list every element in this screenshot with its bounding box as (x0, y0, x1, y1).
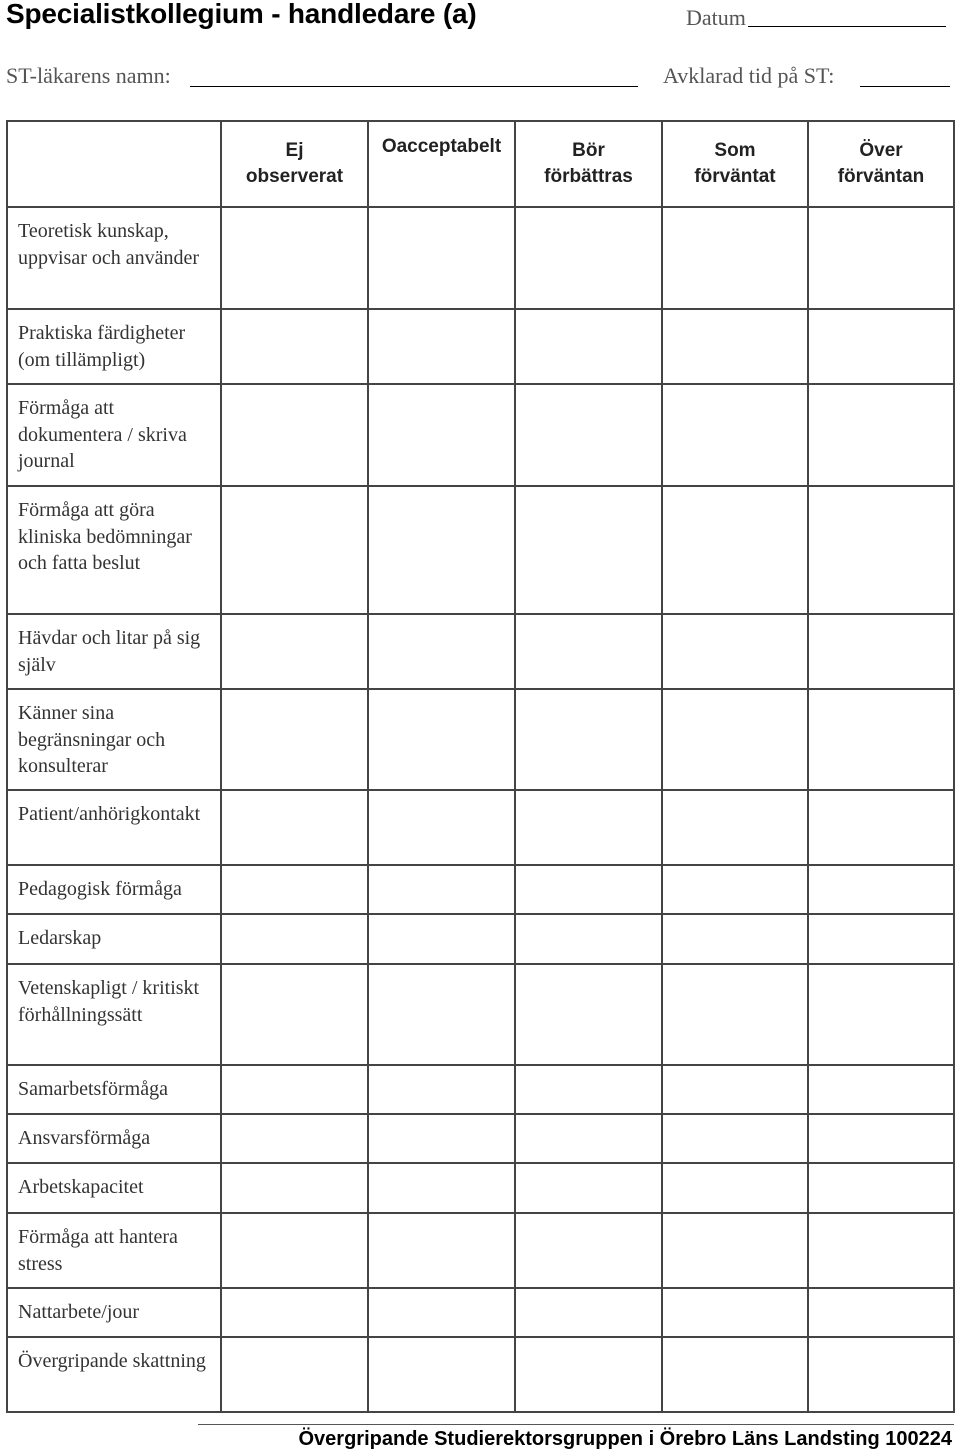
rating-cell[interactable] (515, 614, 662, 689)
rating-cell[interactable] (662, 1213, 808, 1288)
rating-cell[interactable] (662, 486, 808, 614)
rating-cell[interactable] (368, 1288, 515, 1337)
rating-cell[interactable] (515, 790, 662, 865)
rating-cell[interactable] (221, 1337, 368, 1412)
criterion-label: Ledarskap (7, 914, 221, 964)
rating-cell[interactable] (515, 309, 662, 384)
rating-cell[interactable] (221, 790, 368, 865)
footer-divider (198, 1424, 954, 1425)
rating-cell[interactable] (662, 384, 808, 486)
rating-cell[interactable] (221, 914, 368, 964)
criterion-label: Känner sina begränsningar och konsulterar (7, 689, 221, 790)
table-row (7, 914, 954, 964)
rating-cell[interactable] (662, 207, 808, 309)
rating-cell[interactable] (808, 1065, 954, 1114)
table-row (7, 384, 954, 486)
column-header-ej-observerat (221, 121, 368, 207)
date-field[interactable] (748, 26, 946, 27)
rating-cell[interactable] (808, 1114, 954, 1163)
criterion-label: Vetenskapligt / kritiskt förhållningssätt (7, 964, 221, 1065)
criterion-label: Förmåga att hantera stress (7, 1213, 221, 1288)
completed-time-label: Avklarad tid på ST: (663, 63, 835, 88)
rating-cell[interactable] (808, 865, 954, 914)
criterion-label: Förmåga att dokumentera / skriva journal (7, 384, 221, 486)
rating-cell[interactable] (368, 486, 515, 614)
rating-cell[interactable] (221, 1288, 368, 1337)
rating-cell[interactable] (515, 865, 662, 914)
rating-cell[interactable] (515, 1114, 662, 1163)
rating-cell[interactable] (515, 964, 662, 1065)
column-header-label: Över förväntan (837, 140, 925, 187)
rating-cell[interactable] (368, 614, 515, 689)
rating-cell[interactable] (221, 1114, 368, 1163)
rating-cell[interactable] (662, 1288, 808, 1337)
criterion-label: Teoretisk kunskap, uppvisar och använder (7, 207, 221, 309)
table-row (7, 790, 954, 865)
rating-cell[interactable] (221, 384, 368, 486)
rating-cell[interactable] (808, 614, 954, 689)
column-header-label: Ej observerat (245, 140, 344, 187)
criterion-label: Övergripande skattning (7, 1337, 221, 1412)
criterion-label: Samarbetsförmåga (7, 1065, 221, 1114)
rating-cell[interactable] (221, 309, 368, 384)
rating-cell[interactable] (368, 207, 515, 309)
footer-text: Övergripande Studierektorsgruppen i Örebro Läns Landsting 100224 (298, 1428, 952, 1450)
name-label: ST-läkarens namn: (6, 63, 171, 88)
rating-cell[interactable] (662, 914, 808, 964)
table-row (7, 1337, 954, 1412)
completed-time-field[interactable] (860, 86, 950, 87)
rating-cell[interactable] (808, 384, 954, 486)
rating-cell[interactable] (515, 914, 662, 964)
rating-cell[interactable] (808, 486, 954, 614)
rating-cell[interactable] (515, 1163, 662, 1213)
rating-cell[interactable] (221, 486, 368, 614)
rating-cell[interactable] (221, 207, 368, 309)
rating-cell[interactable] (515, 1288, 662, 1337)
rating-cell[interactable] (515, 1213, 662, 1288)
column-header-label: Oacceptabelt (381, 136, 502, 157)
criterion-label: Ansvarsförmåga (7, 1114, 221, 1163)
rating-cell[interactable] (221, 1065, 368, 1114)
rating-cell[interactable] (662, 1163, 808, 1213)
table-row (7, 309, 954, 384)
criterion-label: Arbetskapacitet (7, 1163, 221, 1213)
rating-cell[interactable] (808, 1213, 954, 1288)
rating-cell[interactable] (368, 309, 515, 384)
criterion-label: Förmåga att göra kliniska bedömningar och fatta beslut (7, 486, 221, 614)
rating-cell[interactable] (368, 1065, 515, 1114)
rating-cell[interactable] (368, 914, 515, 964)
rating-cell[interactable] (368, 1213, 515, 1288)
table-row (7, 1163, 954, 1213)
name-field[interactable] (190, 86, 638, 87)
rating-cell[interactable] (662, 614, 808, 689)
column-header-label: Bör förbättras (544, 140, 633, 187)
rating-cell[interactable] (515, 1337, 662, 1412)
rating-cell[interactable] (808, 1288, 954, 1337)
rating-cell[interactable] (662, 309, 808, 384)
criteria-header-cell (7, 121, 221, 207)
rating-cell[interactable] (221, 689, 368, 790)
column-header-bor-forbattras (515, 121, 662, 207)
column-header-label: Som förväntat (694, 140, 776, 187)
rating-cell[interactable] (515, 689, 662, 790)
column-header-over-forvantan (808, 121, 954, 207)
rating-cell[interactable] (808, 309, 954, 384)
rating-cell[interactable] (808, 1337, 954, 1412)
rating-cell[interactable] (221, 614, 368, 689)
rating-cell[interactable] (515, 207, 662, 309)
rating-cell[interactable] (662, 1065, 808, 1114)
rating-cell[interactable] (662, 1337, 808, 1412)
rating-cell[interactable] (515, 384, 662, 486)
page-title: Specialistkollegium - handledare (a) (6, 0, 477, 29)
rating-cell[interactable] (662, 964, 808, 1065)
rating-cell[interactable] (368, 790, 515, 865)
rating-cell[interactable] (221, 1163, 368, 1213)
rating-cell[interactable] (662, 790, 808, 865)
table-row (7, 486, 954, 614)
rating-cell[interactable] (221, 865, 368, 914)
date-label: Datum (686, 5, 746, 30)
rating-cell[interactable] (808, 964, 954, 1065)
rating-cell[interactable] (808, 689, 954, 790)
rating-cell[interactable] (368, 865, 515, 914)
criterion-label: Praktiska färdigheter (om tillämpligt) (7, 309, 221, 384)
rating-cell[interactable] (368, 1163, 515, 1213)
table-header-row (7, 121, 954, 207)
rating-cell[interactable] (515, 486, 662, 614)
rating-cell[interactable] (368, 1337, 515, 1412)
rating-cell[interactable] (662, 689, 808, 790)
rating-cell[interactable] (221, 964, 368, 1065)
table-row (7, 964, 954, 1065)
criterion-label: Pedagogisk förmåga (7, 865, 221, 914)
rating-cell[interactable] (808, 1163, 954, 1213)
rating-cell[interactable] (368, 384, 515, 486)
rating-cell[interactable] (808, 914, 954, 964)
rating-cell[interactable] (808, 790, 954, 865)
rating-cell[interactable] (662, 865, 808, 914)
table-row (7, 865, 954, 914)
column-header-oacceptabelt (368, 121, 515, 207)
criterion-label: Patient/anhörigkontakt (7, 790, 221, 865)
rating-cell[interactable] (368, 964, 515, 1065)
table-row (7, 1213, 954, 1288)
rating-cell[interactable] (221, 1213, 368, 1288)
table-row (7, 689, 954, 790)
rating-cell[interactable] (515, 1065, 662, 1114)
criterion-label: Nattarbete/jour (7, 1288, 221, 1337)
rating-cell[interactable] (368, 689, 515, 790)
table-row (7, 1288, 954, 1337)
table-row (7, 1114, 954, 1163)
assessment-table (6, 120, 955, 1413)
rating-cell[interactable] (808, 207, 954, 309)
criterion-label: Hävdar och litar på sig själv (7, 614, 221, 689)
table-row (7, 614, 954, 689)
table-row (7, 1065, 954, 1114)
rating-cell[interactable] (368, 1114, 515, 1163)
rating-cell[interactable] (662, 1114, 808, 1163)
column-header-som-forvantat (662, 121, 808, 207)
table-row (7, 207, 954, 309)
